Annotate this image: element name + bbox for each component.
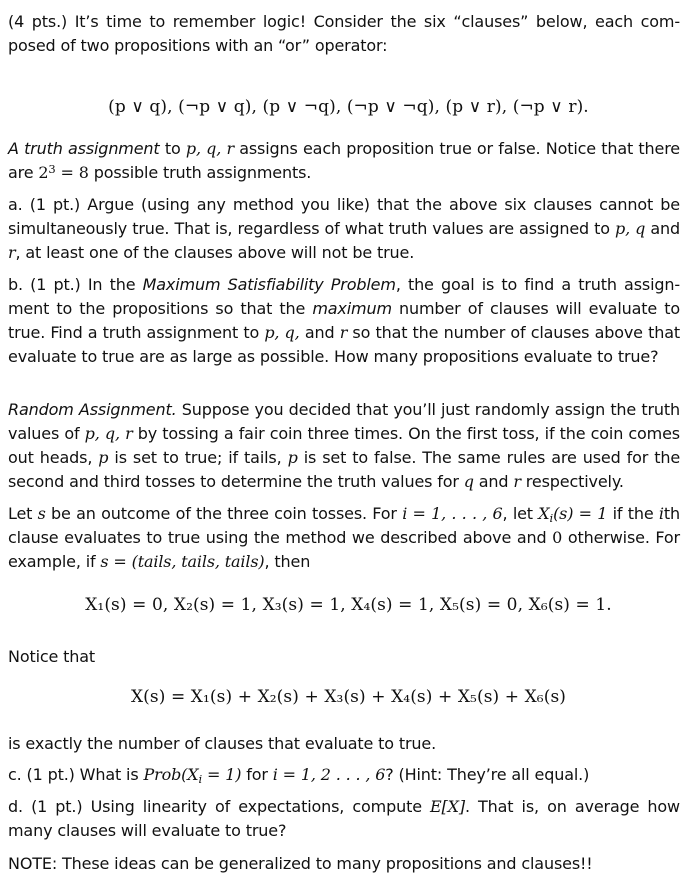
part-c-label: c. (1 pt.) bbox=[8, 765, 75, 784]
part-c-paragraph: c. (1 pt.) What is $Prob(X_i = 1)$ for i = 1, 2 . . . , 6? (Hint: They’re all equal.) bbox=[8, 765, 590, 786]
intro-points: (4 pts.) bbox=[8, 12, 68, 31]
part-b-label: b. (1 pt.) bbox=[8, 275, 81, 294]
exactly-text: is exactly the number of clauses that evaluate to true. bbox=[8, 734, 437, 753]
random-assignment-paragraph: Random Assignment. Suppose you decided that you’ll just randomly assign the truth values of p, q, r by tossing a fair coin three times. On the first toss, if the coin comes out heads, p is set to true; if tails, p is set to false. The same rules are used for the second and third tosses to determine the truth values for q and r respectively. bbox=[8, 400, 681, 491]
max-sat-term: Maximum Satisfiability Problem bbox=[142, 275, 396, 294]
note-text: NOTE: These ideas can be generalized to many propositions and clauses!! bbox=[8, 854, 593, 873]
clauses-equation: (p ∨ q), (¬p ∨ q), (p ∨ ¬q), (¬p ∨ ¬q), (p ∨ r), (¬p ∨ r). bbox=[108, 97, 589, 117]
sum-equation: X(s) = X₁(s) + X₂(s) + X₃(s) + X₄(s) + X₅(s) + X₆(s) bbox=[130, 687, 567, 707]
truth-assignment-term: A truth assignment bbox=[8, 139, 160, 158]
notice-text: Notice that bbox=[8, 647, 96, 666]
intro-paragraph: (4 pts.) It’s time to remember logic! Consider the six “clauses” below, each com-posed of two propositions with an “or” operator: bbox=[8, 12, 680, 55]
part-d-paragraph: d. (1 pt.) Using linearity of expectations, compute E[X]. That is, on average how many clauses will evaluate to true? bbox=[8, 797, 680, 840]
part-b-paragraph: b. (1 pt.) In the Maximum Satisfiability Problem, the goal is to find a truth assign-ment to the propositions so that the maximum number of clauses will evaluate to true. Find a truth assignment to p, q, and r so that the number of clauses above that evaluate to true are as large as possible. How many propositions evaluate to true? bbox=[8, 275, 680, 366]
part-d-label: d. (1 pt.) bbox=[8, 797, 83, 816]
truth-assignment-paragraph: A truth assignment to p, q, r assigns each proposition true or false. Notice that there are $2^3 = 8$ possible truth assignments. bbox=[8, 139, 680, 182]
part-a-paragraph: a. (1 pt.) Argue (using any method you like) that the above six clauses cannot be simultaneously true. That is, regardless of what truth values are assigned to p, q and r, at least one of the clauses above will not be true. bbox=[8, 195, 680, 262]
random-assignment-heading: Random Assignment. bbox=[8, 400, 177, 419]
part-a-label: a. (1 pt.) bbox=[8, 195, 81, 214]
example-equation: X₁(s) = 0, X₂(s) = 1, X₃(s) = 1, X₄(s) = 1, X₅(s) = 0, X₆(s) = 1. bbox=[85, 595, 612, 615]
outcome-paragraph: Let s be an outcome of the three coin tosses. For i = 1, . . . , 6, let $X_i(s) = 1$ if the ith clause evaluates to true using the method we described above and 0 otherwise. For example, if s = (tails, tails, tails), then bbox=[8, 504, 680, 571]
